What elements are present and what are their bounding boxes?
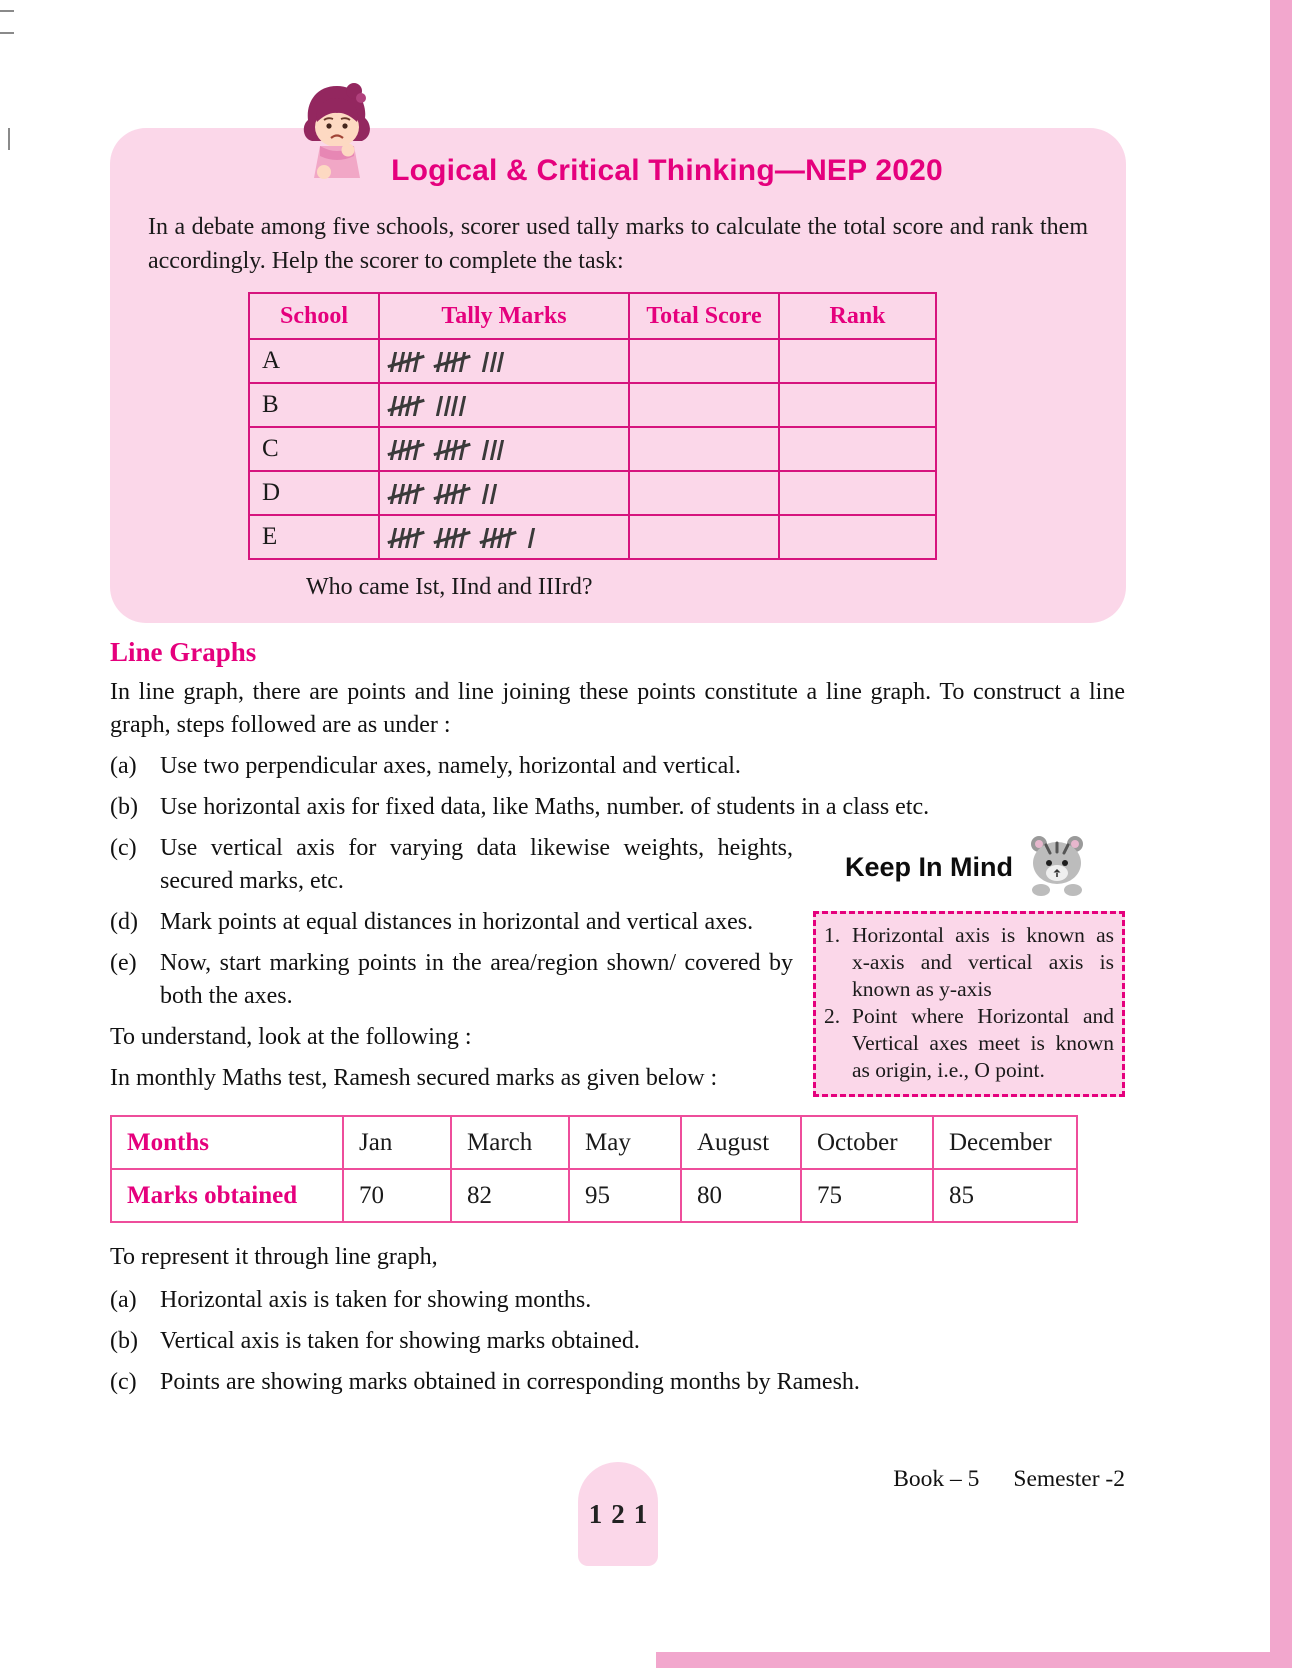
understand-line: To understand, look at the following : (110, 1024, 472, 1050)
rank-cell (779, 383, 936, 427)
school-name: B (249, 383, 379, 427)
step-label: (c) (110, 835, 137, 861)
school-name: E (249, 515, 379, 559)
thinking-girl-illustration (293, 82, 381, 201)
col-header-total: Total Score (629, 293, 779, 339)
month-cell: March (451, 1116, 569, 1169)
rep-item-b (110, 1325, 1125, 1358)
page-number: 121 (588, 1498, 657, 1529)
tally-table (248, 292, 937, 560)
rep-item-c (110, 1366, 1125, 1399)
tally-marks-cell (379, 471, 629, 515)
tally-row-e (249, 515, 936, 559)
mark-cell: 80 (681, 1169, 801, 1222)
step-label: (c) (110, 1369, 137, 1395)
page-edge-bar-right (1270, 0, 1292, 1668)
step-c (110, 832, 1125, 898)
tally-header-row (249, 293, 936, 339)
girl-icon (293, 82, 381, 196)
marks-row-label: Marks obtained (111, 1169, 343, 1222)
step-label: (a) (110, 1287, 137, 1313)
note-text: Horizontal axis is known as x-axis and vertical axis is known as y-axis (852, 923, 1114, 1001)
step-text: Horizontal axis is taken for showing months. (160, 1287, 592, 1313)
activity-question: Who came Ist, IInd and IIIrd? (306, 574, 593, 600)
tally-marks (392, 435, 523, 462)
total-score-cell (629, 515, 779, 559)
step-label: (d) (110, 909, 138, 935)
tally-marks (392, 391, 484, 418)
total-score-cell (629, 471, 779, 515)
crop-mark (0, 10, 14, 12)
tally-marks (392, 347, 523, 374)
total-score-cell (629, 383, 779, 427)
rank-cell (779, 339, 936, 383)
col-header-rank: Rank (779, 293, 936, 339)
step-text: Use vertical axis for varying data likewise weights, heights, secured marks, etc. (160, 835, 793, 894)
example-line: In monthly Maths test, Ramesh secured marks as given below : (110, 1065, 718, 1091)
col-header-tally: Tally Marks (379, 293, 629, 339)
activity-intro: In a debate among five schools, scorer used tally marks to calculate the total score and rank them accordingly. Help the scorer to complete the task: (148, 214, 1088, 274)
marks-table (110, 1115, 1078, 1223)
section-intro: In line graph, there are points and line joining these points constitute a line graph. To construct a line graph, steps followed are as under : (110, 679, 1125, 738)
rank-cell (779, 427, 936, 471)
step-a (110, 750, 1125, 783)
tally-marks-cell (379, 515, 629, 559)
col-header-school: School (249, 293, 379, 339)
step-b (110, 791, 1125, 824)
school-name: D (249, 471, 379, 515)
step-text: Use two perpendicular axes, namely, horizontal and vertical. (160, 753, 741, 779)
footer-book: Book – 5 (893, 1466, 980, 1492)
note-text: Point where Horizontal and Vertical axes meet is known as origin, i.e., O point. (852, 1004, 1114, 1082)
page-edge-bar-bottom (656, 1652, 1292, 1668)
school-name: A (249, 339, 379, 383)
mark-cell: 85 (933, 1169, 1077, 1222)
step-e (110, 947, 1125, 1013)
step-text: Vertical axis is taken for showing marks obtained. (160, 1328, 640, 1354)
tally-marks-cell (379, 383, 629, 427)
school-name: C (249, 427, 379, 471)
mark-cell: 70 (343, 1169, 451, 1222)
tally-row-c (249, 427, 936, 471)
total-score-cell (629, 339, 779, 383)
step-d (110, 906, 1125, 939)
marks-row (111, 1169, 1077, 1222)
note-number: 2. (824, 1004, 841, 1028)
activity-header (148, 138, 1088, 204)
rank-cell (779, 471, 936, 515)
months-row (111, 1116, 1077, 1169)
keep-in-mind-title: Keep In Mind (845, 852, 1013, 882)
month-cell: August (681, 1116, 801, 1169)
page-number-tab (578, 1462, 658, 1566)
month-cell: October (801, 1116, 933, 1169)
mark-cell: 95 (569, 1169, 681, 1222)
footer-book-info (893, 1466, 1125, 1493)
month-cell: Jan (343, 1116, 451, 1169)
step-text: Now, start marking points in the area/region shown/ covered by both the axes. (160, 950, 793, 1009)
tally-marks-cell (379, 427, 629, 471)
crop-mark (0, 32, 14, 34)
note-number: 1. (824, 923, 841, 947)
mark-cell: 75 (801, 1169, 933, 1222)
rep-item-a (110, 1284, 1125, 1317)
kim-note-2 (822, 1003, 1114, 1084)
month-cell: May (569, 1116, 681, 1169)
section-heading: Line Graphs (110, 637, 257, 667)
tally-marks (392, 523, 554, 550)
tally-marks (392, 479, 515, 506)
total-score-cell (629, 427, 779, 471)
activity-box (110, 128, 1126, 623)
tally-marks-cell (379, 339, 629, 383)
step-label: (b) (110, 1328, 138, 1354)
footer-semester: Semester -2 (1013, 1466, 1125, 1492)
month-cell: December (933, 1116, 1077, 1169)
step-text: Use horizontal axis for fixed data, like Maths, number. of students in a class etc. (160, 794, 930, 820)
tally-row-d (249, 471, 936, 515)
step-text: Points are showing marks obtained in corresponding months by Ramesh. (160, 1369, 860, 1395)
rank-cell (779, 515, 936, 559)
step-label: (b) (110, 794, 138, 820)
main-content (110, 637, 1125, 1399)
months-row-label: Months (111, 1116, 343, 1169)
step-text: Mark points at equal distances in horizontal and vertical axes. (160, 909, 754, 935)
mark-cell: 82 (451, 1169, 569, 1222)
tally-row-b (249, 383, 936, 427)
crop-mark (8, 128, 10, 150)
step-label: (a) (110, 753, 137, 779)
step-label: (e) (110, 950, 137, 976)
tally-row-a (249, 339, 936, 383)
representation-intro: To represent it through line graph, (110, 1244, 438, 1270)
activity-title: Logical & Critical Thinking—NEP 2020 (391, 154, 943, 187)
